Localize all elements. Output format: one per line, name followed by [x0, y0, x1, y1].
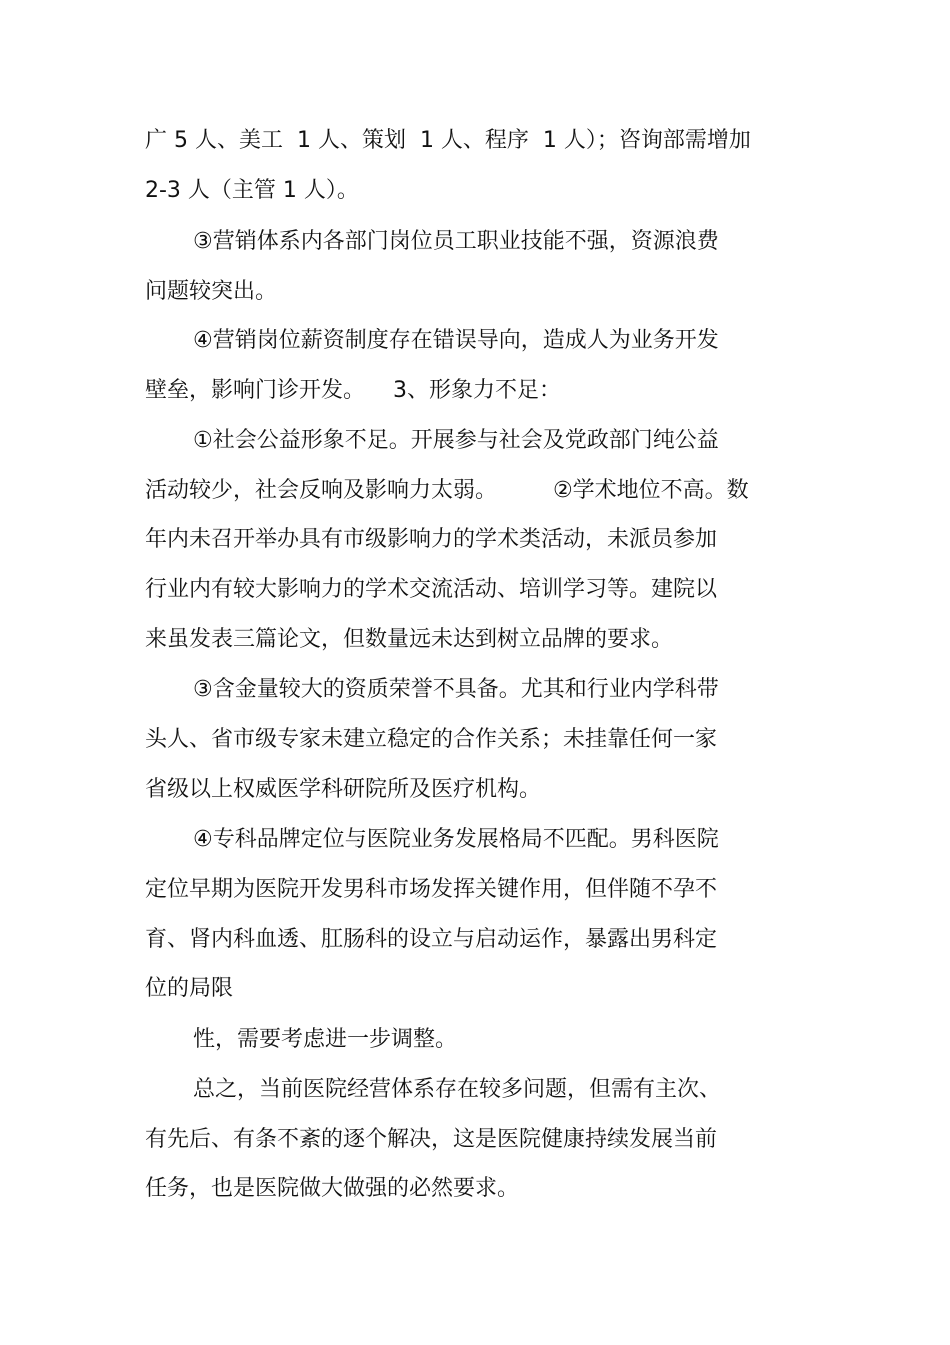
text-line: 年内未召开举办具有市级影响力的学术类活动，未派员参加	[145, 527, 718, 552]
text-line: 行业内有较大影响力的学术交流活动、培训学习等。建院以	[145, 577, 718, 602]
text-line: ③含金量较大的资质荣誉不具备。尤其和行业内学科带	[193, 677, 719, 702]
text-line: 育、肾内科血透、肛肠科的设立与启动运作，暴露出男科定	[145, 927, 718, 952]
text-line: 2-3 人（主管 1 人）。	[145, 178, 359, 203]
text-line: ④专科品牌定位与医院业务发展格局不匹配。男科医院	[193, 827, 719, 852]
text-line: 定位早期为医院开发男科市场发挥关键作用，但伴随不孕不	[145, 877, 718, 902]
text-line: 总之，当前医院经营体系存在较多问题，但需有主次、	[193, 1077, 722, 1102]
text-line: 性，需要考虑进一步调整。	[193, 1027, 458, 1052]
text-line: 壁垒，影响门诊开发。 3、形象力不足：	[145, 378, 561, 403]
text-line: ③营销体系内各部门岗位员工职业技能不强，资源浪费	[193, 229, 719, 254]
text-line: 头人、省市级专家未建立稳定的合作关系；未挂靠任何一家	[145, 727, 718, 752]
text-line: ①社会公益形象不足。开展参与社会及党政部门纯公益	[193, 428, 719, 453]
text-line: 省级以上权威医学科研院所及医疗机构。	[145, 777, 542, 802]
text-line: 任务，也是医院做大做强的必然要求。	[145, 1176, 520, 1201]
text-line: ④营销岗位薪资制度存在错误导向，造成人为业务开发	[193, 328, 719, 353]
text-line: 问题较突出。	[145, 279, 278, 304]
text-line: 广 5 人、美工 1 人、策划 1 人、程序 1 人）；咨询部需增加	[145, 128, 751, 153]
text-line: 活动较少，社会反响及影响力太弱。 ②学术地位不高。数	[145, 478, 749, 503]
text-line: 位的局限	[145, 976, 234, 1001]
text-line: 来虽发表三篇论文，但数量远未达到树立品牌的要求。	[145, 627, 674, 652]
text-line: 有先后、有条不紊的逐个解决，这是医院健康持续发展当前	[145, 1127, 718, 1152]
